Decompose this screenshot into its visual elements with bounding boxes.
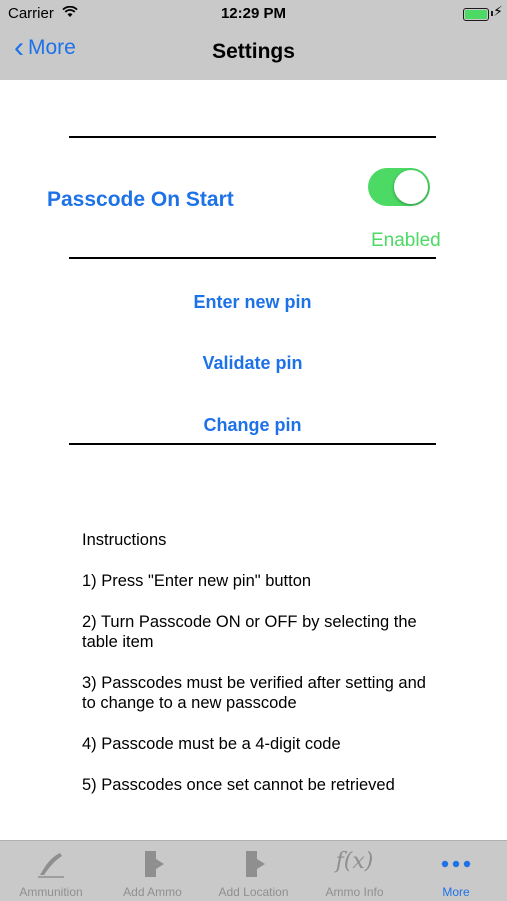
passcode-status-label: Enabled (371, 230, 441, 251)
pen-icon (0, 849, 102, 879)
status-time: 12:29 PM (220, 5, 287, 22)
tab-more[interactable] (405, 841, 507, 901)
instruction-step: 4) Passcode must be a 4-digit code (82, 735, 341, 753)
passcode-on-start-label[interactable]: Passcode On Start (47, 188, 234, 211)
tab-label: More (442, 885, 470, 899)
tab-label: Ammunition (19, 885, 83, 899)
function-icon: f(x) (335, 849, 374, 874)
instructions-panel (82, 530, 442, 816)
validate-pin-button[interactable]: Validate pin (202, 353, 303, 373)
instruction-step: 1) Press "Enter new pin" button (82, 572, 312, 590)
chevron-left-icon: ‹ (14, 31, 24, 64)
divider-middle (69, 257, 436, 259)
page-title: Settings (212, 40, 295, 63)
instructions-heading: Instructions (82, 531, 167, 549)
tab-ammunition[interactable] (0, 841, 102, 901)
tab-ammo-info[interactable] (304, 841, 405, 901)
tab-add-location[interactable] (203, 841, 304, 901)
divider-top (69, 136, 436, 138)
carrier-label: Carrier (8, 5, 54, 22)
instruction-step: 5) Passcodes once set cannot be retrieved (82, 776, 395, 794)
instruction-step: 3) Passcodes must be verified after setting and to change to a new passcode (82, 674, 426, 712)
navigation-bar (0, 0, 507, 80)
battery-icon (463, 8, 489, 21)
doc-arrow-icon (102, 849, 203, 879)
passcode-toggle[interactable] (368, 168, 430, 206)
enter-new-pin-button[interactable]: Enter new pin (193, 292, 312, 312)
tab-label: Ammo Info (325, 885, 384, 899)
change-pin-button[interactable]: Change pin (203, 415, 302, 435)
tab-label: Add Ammo (123, 885, 182, 899)
doc-arrow-icon (203, 849, 304, 879)
tab-label: Add Location (218, 885, 289, 899)
back-button-label: More (28, 36, 76, 59)
more-dots-icon (405, 849, 507, 879)
charging-icon: ⚡ (493, 3, 503, 19)
tab-bar (0, 840, 507, 901)
instruction-step: 2) Turn Passcode ON or OFF by selecting the table item (82, 613, 417, 651)
tab-add-ammo[interactable] (102, 841, 203, 901)
toggle-knob (394, 170, 428, 204)
divider-bottom (69, 443, 436, 445)
status-bar (0, 0, 507, 28)
